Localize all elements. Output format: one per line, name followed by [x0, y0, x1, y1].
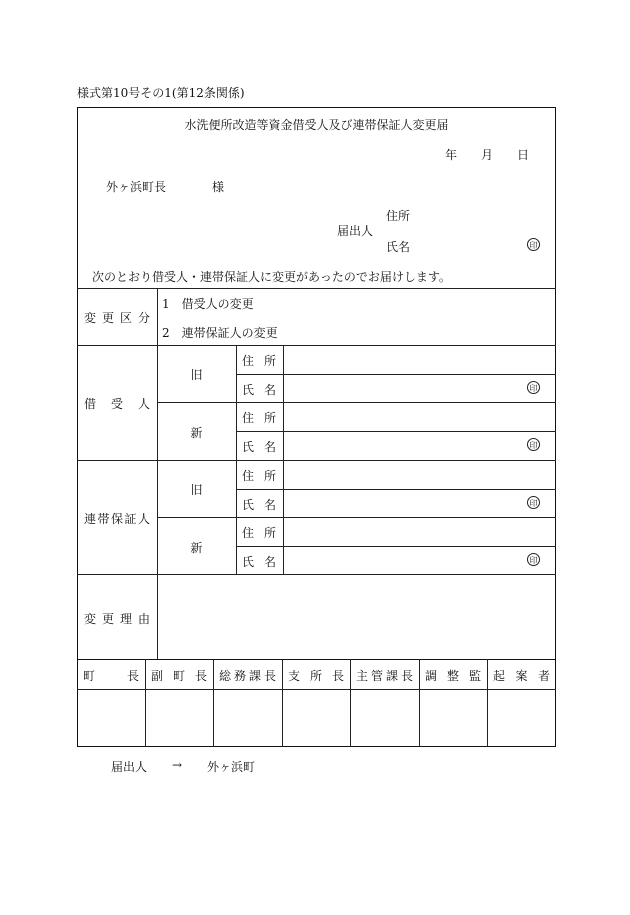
reason-label — [84, 610, 150, 627]
approval-header-cell — [151, 667, 207, 684]
name-label — [242, 496, 276, 513]
label-char: 人 — [137, 397, 150, 411]
label-char: 町 — [172, 669, 185, 683]
guarantor-old-label: 旧 — [190, 483, 203, 497]
label-char: 住 — [242, 411, 255, 425]
guarantor-label — [84, 510, 150, 527]
date-day-label: 日 — [517, 148, 530, 162]
label-char: 氏 — [242, 555, 255, 569]
label-char: 起 — [493, 669, 506, 683]
label-char: 分 — [137, 311, 150, 325]
label-char: 所 — [309, 669, 322, 683]
statement-text: 次のとおり借受人・連帯保証人に変更があったのでお届けします。 — [92, 270, 451, 284]
label-char: 更 — [101, 311, 114, 325]
label-char: 人 — [137, 512, 150, 526]
seal-icon: 印 — [527, 496, 540, 509]
borrower-new-label: 新 — [190, 426, 203, 440]
change-category-label — [84, 309, 150, 326]
seal-icon: 印 — [527, 238, 540, 251]
approval-stamp-cell[interactable] — [78, 690, 144, 745]
borrower-old-address-field[interactable] — [284, 346, 555, 373]
label-char: 長 — [126, 669, 139, 683]
label-char: 理 — [119, 612, 132, 626]
label-char: 氏 — [242, 440, 255, 454]
approval-header-cell — [83, 667, 139, 684]
approval-stamp-cell[interactable] — [351, 690, 418, 745]
name-label — [242, 381, 276, 398]
guarantor-new-address-field[interactable] — [284, 518, 555, 545]
label-char: 住 — [242, 469, 255, 483]
address-label — [242, 352, 276, 369]
approval-header-cell — [356, 667, 413, 684]
label-char: 帯 — [97, 512, 110, 526]
form-title: 水洗便所改造等資金借受人及び連帯保証人変更届 — [184, 118, 449, 132]
footer-to: 外ヶ浜町 — [207, 760, 256, 774]
footer-from: 届出人 — [111, 760, 148, 774]
rule — [77, 288, 556, 289]
label-char: 監 — [468, 669, 481, 683]
seal-icon: 印 — [527, 438, 540, 451]
label-char: 氏 — [242, 383, 255, 397]
rule — [236, 345, 237, 574]
approval-stamp-cell[interactable] — [420, 690, 486, 745]
approval-stamp-cell[interactable] — [214, 690, 281, 745]
label-char: 整 — [446, 669, 459, 683]
label-char: 受 — [110, 397, 123, 411]
rule — [77, 659, 556, 660]
change-option-guarantor: 2 連帯保証人の変更 — [162, 326, 278, 340]
label-char: 借 — [84, 397, 97, 411]
address-label — [242, 524, 276, 541]
approval-header-cell — [288, 667, 344, 684]
label-char: 名 — [263, 498, 276, 512]
label-char: 名 — [263, 440, 276, 454]
label-char: 氏 — [242, 498, 255, 512]
label-char: 支 — [288, 669, 301, 683]
address-label — [242, 467, 276, 484]
guarantor-new-name-field[interactable] — [284, 547, 555, 573]
label-char: 名 — [263, 555, 276, 569]
notifier-address-label: 住所 — [386, 209, 411, 223]
label-char: 長 — [331, 669, 344, 683]
seal-icon: 印 — [527, 381, 540, 394]
borrower-new-address-field[interactable] — [284, 403, 555, 430]
approval-stamp-cell[interactable] — [283, 690, 349, 745]
approval-header-cell — [425, 667, 481, 684]
approval-stamp-cell[interactable] — [146, 690, 212, 745]
guarantor-new-label: 新 — [190, 541, 203, 555]
label-char: 管 — [370, 669, 383, 683]
label-char: 課 — [385, 669, 398, 683]
approval-header-cell — [493, 667, 550, 684]
notifier-name-label: 氏名 — [386, 240, 411, 254]
guarantor-old-name-field[interactable] — [284, 490, 555, 516]
addressee-honorific: 様 — [212, 180, 225, 194]
borrower-label — [84, 395, 150, 412]
label-char: 連 — [84, 512, 97, 526]
seal-icon: 印 — [527, 553, 540, 566]
label-char: 案 — [515, 669, 528, 683]
date-month-label: 月 — [481, 148, 494, 162]
label-char: 保 — [110, 512, 123, 526]
label-char: 所 — [263, 526, 276, 540]
label-char: 証 — [124, 512, 137, 526]
change-option-borrower: 1 借受人の変更 — [162, 297, 254, 311]
borrower-old-label: 旧 — [190, 368, 203, 382]
name-label — [242, 553, 276, 570]
name-label — [242, 438, 276, 455]
label-char: 住 — [242, 354, 255, 368]
label-char: 長 — [400, 669, 413, 683]
label-char: 主 — [356, 669, 369, 683]
label-char: 区 — [119, 311, 132, 325]
borrower-new-name-field[interactable] — [284, 432, 555, 459]
label-char: 変 — [84, 612, 97, 626]
borrower-old-name-field[interactable] — [284, 375, 555, 401]
label-char: 課 — [248, 669, 261, 683]
reason-field[interactable] — [158, 575, 555, 658]
label-char: 更 — [101, 612, 114, 626]
label-char: 所 — [263, 354, 276, 368]
label-char: 所 — [263, 411, 276, 425]
guarantor-old-address-field[interactable] — [284, 461, 555, 488]
label-char: 務 — [233, 669, 246, 683]
address-label — [242, 409, 276, 426]
label-char: 者 — [537, 669, 550, 683]
label-char: 長 — [194, 669, 207, 683]
notifier-label: 届出人 — [337, 224, 374, 238]
label-char: 総 — [219, 669, 232, 683]
label-char: 所 — [263, 469, 276, 483]
label-char: 名 — [263, 383, 276, 397]
date-year-label: 年 — [445, 148, 458, 162]
label-char: 住 — [242, 526, 255, 540]
addressee-name: 外ヶ浜町長 — [106, 180, 167, 194]
label-char: 副 — [151, 669, 164, 683]
approval-stamp-cell[interactable] — [488, 690, 555, 745]
label-char: 長 — [263, 669, 276, 683]
label-char: 調 — [425, 669, 438, 683]
form-number: 様式第10号その1(第12条関係) — [77, 86, 245, 100]
label-char: 町 — [83, 669, 96, 683]
approval-header-cell — [219, 667, 276, 684]
label-char: 由 — [137, 612, 150, 626]
label-char: 変 — [84, 311, 97, 325]
arrow-right-icon: → — [172, 758, 183, 772]
